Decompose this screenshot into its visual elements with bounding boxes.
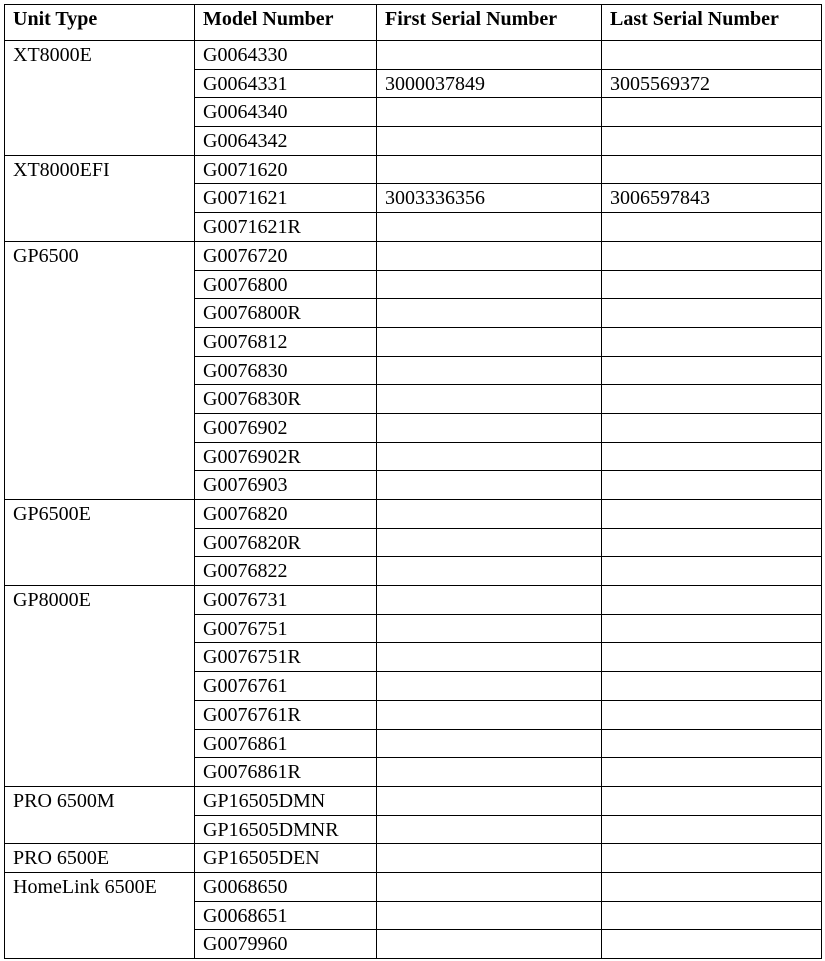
unit-type-cell: XT8000E (5, 41, 195, 156)
last-serial-cell (602, 557, 822, 586)
first-serial-cell (377, 241, 602, 270)
first-serial-cell (377, 213, 602, 242)
last-serial-cell (602, 127, 822, 156)
last-serial-cell (602, 213, 822, 242)
model-number-cell: G0076820 (195, 500, 377, 529)
model-number-cell: G0076731 (195, 586, 377, 615)
unit-type-cell: PRO 6500E (5, 844, 195, 873)
last-serial-cell (602, 586, 822, 615)
first-serial-cell (377, 471, 602, 500)
first-serial-cell (377, 500, 602, 529)
header-last-serial-number: Last Serial Number (602, 5, 822, 41)
model-number-cell: G0071621R (195, 213, 377, 242)
last-serial-cell (602, 758, 822, 787)
first-serial-cell (377, 442, 602, 471)
model-number-cell: GP16505DEN (195, 844, 377, 873)
first-serial-cell (377, 930, 602, 959)
model-number-cell: G0076800R (195, 299, 377, 328)
unit-type-cell: PRO 6500M (5, 786, 195, 843)
last-serial-cell (602, 930, 822, 959)
first-serial-cell (377, 98, 602, 127)
first-serial-cell (377, 41, 602, 70)
last-serial-cell (602, 413, 822, 442)
first-serial-cell (377, 356, 602, 385)
header-model-number: Model Number (195, 5, 377, 41)
first-serial-cell (377, 643, 602, 672)
last-serial-cell (602, 327, 822, 356)
unit-type-cell: GP6500E (5, 500, 195, 586)
last-serial-cell (602, 98, 822, 127)
last-serial-cell (602, 872, 822, 901)
unit-type-cell: GP6500 (5, 241, 195, 499)
first-serial-cell (377, 528, 602, 557)
first-serial-cell (377, 844, 602, 873)
last-serial-cell (602, 729, 822, 758)
model-number-cell: G0076830 (195, 356, 377, 385)
model-number-cell: G0076902R (195, 442, 377, 471)
first-serial-cell (377, 270, 602, 299)
model-number-cell: G0076820R (195, 528, 377, 557)
first-serial-cell (377, 786, 602, 815)
first-serial-cell (377, 127, 602, 156)
first-serial-cell (377, 672, 602, 701)
unit-type-cell: HomeLink 6500E (5, 872, 195, 958)
last-serial-cell (602, 500, 822, 529)
first-serial-cell (377, 700, 602, 729)
model-number-cell: GP16505DMNR (195, 815, 377, 844)
model-number-cell: G0076861R (195, 758, 377, 787)
table-row (5, 500, 822, 529)
last-serial-cell (602, 155, 822, 184)
header-row (5, 5, 822, 41)
last-serial-cell: 3006597843 (602, 184, 822, 213)
model-number-cell: G0076822 (195, 557, 377, 586)
last-serial-cell (602, 442, 822, 471)
table-row (5, 586, 822, 615)
last-serial-cell (602, 643, 822, 672)
last-serial-cell (602, 901, 822, 930)
first-serial-cell (377, 155, 602, 184)
first-serial-cell (377, 299, 602, 328)
model-number-cell: G0076903 (195, 471, 377, 500)
model-number-cell: G0064340 (195, 98, 377, 127)
model-number-cell: GP16505DMN (195, 786, 377, 815)
unit-type-cell: GP8000E (5, 586, 195, 787)
model-number-cell: G0076861 (195, 729, 377, 758)
table-row (5, 872, 822, 901)
model-number-cell: G0079960 (195, 930, 377, 959)
model-number-cell: G0064330 (195, 41, 377, 70)
model-number-cell: G0064331 (195, 69, 377, 98)
model-number-cell: G0076761R (195, 700, 377, 729)
table-header (5, 5, 822, 41)
model-number-cell: G0076902 (195, 413, 377, 442)
model-number-cell: G0076800 (195, 270, 377, 299)
model-number-cell: G0071621 (195, 184, 377, 213)
last-serial-cell (602, 471, 822, 500)
first-serial-cell (377, 557, 602, 586)
model-number-cell: G0076720 (195, 241, 377, 270)
table-body (5, 41, 822, 959)
model-number-cell: G0068651 (195, 901, 377, 930)
first-serial-cell (377, 614, 602, 643)
last-serial-cell (602, 672, 822, 701)
header-unit-type: Unit Type (5, 5, 195, 41)
last-serial-cell (602, 815, 822, 844)
model-number-cell: G0068650 (195, 872, 377, 901)
last-serial-cell (602, 844, 822, 873)
model-number-cell: G0076751 (195, 614, 377, 643)
serial-number-table (4, 4, 822, 959)
unit-type-cell: XT8000EFI (5, 155, 195, 241)
first-serial-cell (377, 586, 602, 615)
first-serial-cell (377, 327, 602, 356)
first-serial-cell (377, 872, 602, 901)
last-serial-cell (602, 270, 822, 299)
last-serial-cell (602, 614, 822, 643)
last-serial-cell (602, 700, 822, 729)
last-serial-cell (602, 528, 822, 557)
first-serial-cell (377, 729, 602, 758)
table-row (5, 41, 822, 70)
model-number-cell: G0076751R (195, 643, 377, 672)
model-number-cell: G0076812 (195, 327, 377, 356)
table-row (5, 844, 822, 873)
model-number-cell: G0076761 (195, 672, 377, 701)
table-row (5, 155, 822, 184)
last-serial-cell (602, 299, 822, 328)
first-serial-cell (377, 758, 602, 787)
table-row (5, 786, 822, 815)
model-number-cell: G0071620 (195, 155, 377, 184)
first-serial-cell (377, 385, 602, 414)
header-first-serial-number: First Serial Number (377, 5, 602, 41)
last-serial-cell (602, 786, 822, 815)
first-serial-cell (377, 901, 602, 930)
last-serial-cell (602, 356, 822, 385)
model-number-cell: G0064342 (195, 127, 377, 156)
table-row (5, 241, 822, 270)
model-number-cell: G0076830R (195, 385, 377, 414)
first-serial-cell: 3003336356 (377, 184, 602, 213)
last-serial-cell (602, 241, 822, 270)
last-serial-cell (602, 385, 822, 414)
first-serial-cell (377, 815, 602, 844)
first-serial-cell: 3000037849 (377, 69, 602, 98)
first-serial-cell (377, 413, 602, 442)
last-serial-cell (602, 41, 822, 70)
last-serial-cell: 3005569372 (602, 69, 822, 98)
